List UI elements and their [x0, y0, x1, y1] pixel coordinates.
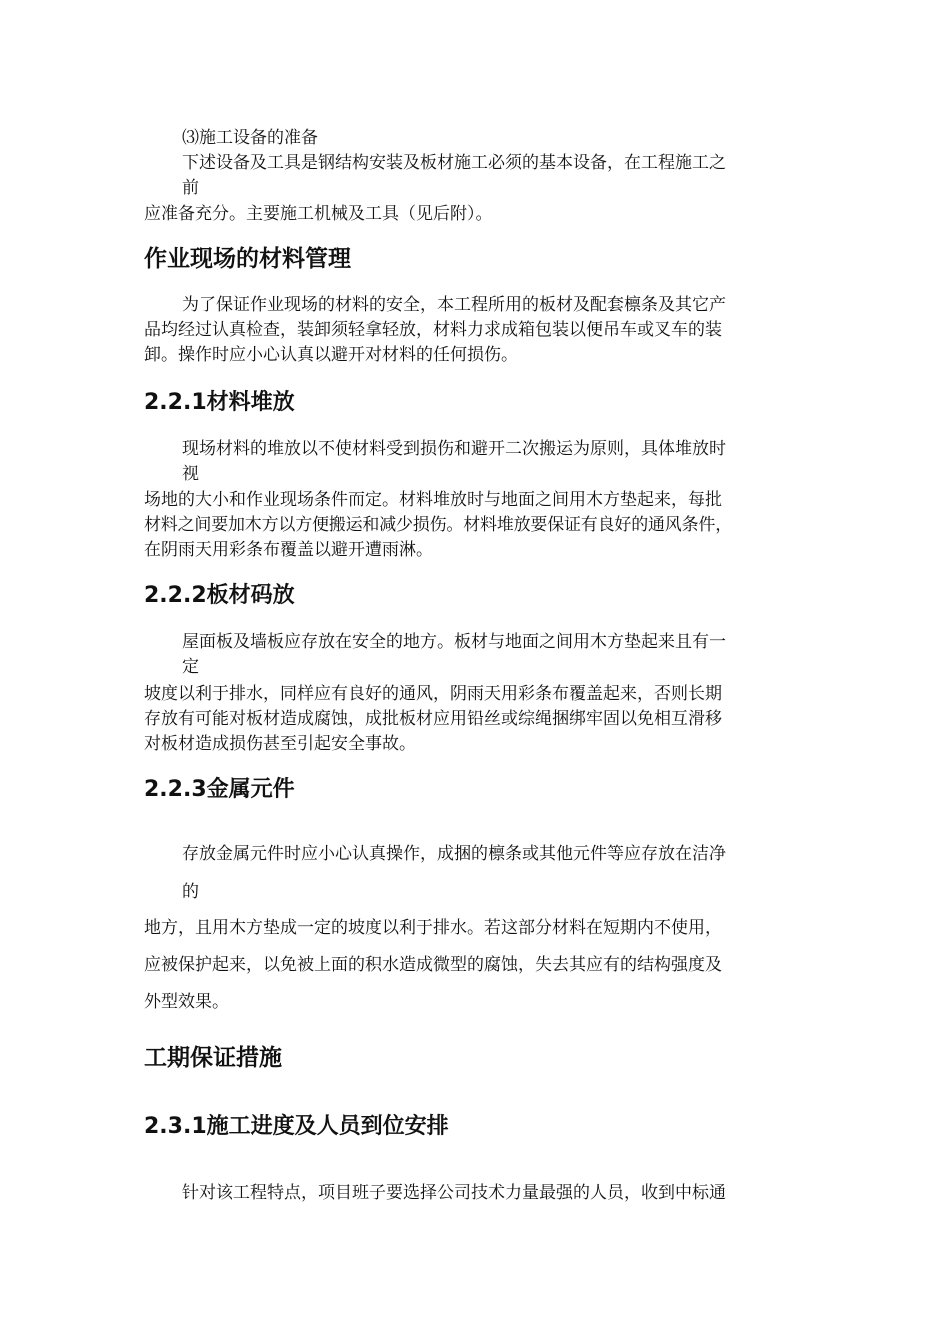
- paragraph-line: 地方，且用木方垫成一定的坡度以利于排水。若这部分材料在短期内不使用，: [144, 918, 722, 938]
- heading-material-management: 作业现场的材料管理: [144, 246, 351, 272]
- paragraph-line: 针对该工程特点，项目班子要选择公司技术力量最强的人员，收到中标通: [182, 1183, 726, 1203]
- paragraph-line: 应被保护起来，以免被上面的积水造成微型的腐蚀，失去其应有的结构强度及: [144, 955, 722, 975]
- paragraph-line: 坡度以利于排水，同样应有良好的通风，阴雨天用彩条布覆盖起来，否则长期: [144, 684, 722, 704]
- paragraph-line: 前: [182, 178, 199, 198]
- paragraph-line: 下述设备及工具是钢结构安装及板材施工必须的基本设备，在工程施工之: [182, 153, 726, 173]
- paragraph-line: 品均经过认真检查，装卸须轻拿轻放，材料力求成箱包装以便吊车或叉车的装: [144, 320, 722, 340]
- heading-2-2-2: 2.2.2板材码放: [144, 583, 295, 608]
- paragraph-line: 存放金属元件时应小心认真操作，成捆的檩条或其他元件等应存放在洁净: [182, 844, 726, 864]
- paragraph-line: 应准备充分。主要施工机械及工具（见后附）。: [144, 204, 493, 224]
- paragraph-line: 卸。操作时应小心认真以避开对材料的任何损伤。: [144, 345, 518, 365]
- paragraph-line: 为了保证作业现场的材料的安全，本工程所用的板材及配套檩条及其它产: [182, 295, 726, 315]
- paragraph-line: 现场材料的堆放以不使材料受到损伤和避开二次搬运为原则，具体堆放时: [182, 439, 726, 459]
- paragraph-line: 材料之间要加木方以方便搬运和减少损伤。材料堆放要保证有良好的通风条件，: [144, 515, 732, 535]
- heading-2-2-3: 2.2.3金属元件: [144, 777, 295, 802]
- paragraph-line: 视: [182, 464, 199, 484]
- paragraph-line: 存放有可能对板材造成腐蚀，成批板材应用铅丝或综绳捆绑牢固以免相互滑移: [144, 709, 722, 729]
- paragraph-line: 场地的大小和作业现场条件而定。材料堆放时与地面之间用木方垫起来，每批: [144, 490, 722, 510]
- paragraph-line: 外型效果。: [144, 992, 229, 1012]
- paragraph-line: 对板材造成损伤甚至引起安全事故。: [144, 734, 416, 754]
- heading-2-2-1: 2.2.1材料堆放: [144, 390, 295, 415]
- paragraph-line: 的: [182, 882, 199, 902]
- equipment-subtitle: ⑶施工设备的准备: [182, 128, 318, 148]
- paragraph-line: 定: [182, 657, 199, 677]
- paragraph-line: 在阴雨天用彩条布覆盖以避开遭雨淋。: [144, 540, 433, 560]
- heading-schedule-guarantee: 工期保证措施: [144, 1045, 282, 1071]
- paragraph-line: 屋面板及墙板应存放在安全的地方。板材与地面之间用木方垫起来且有一: [182, 632, 726, 652]
- heading-2-3-1: 2.3.1施工进度及人员到位安排: [144, 1114, 449, 1139]
